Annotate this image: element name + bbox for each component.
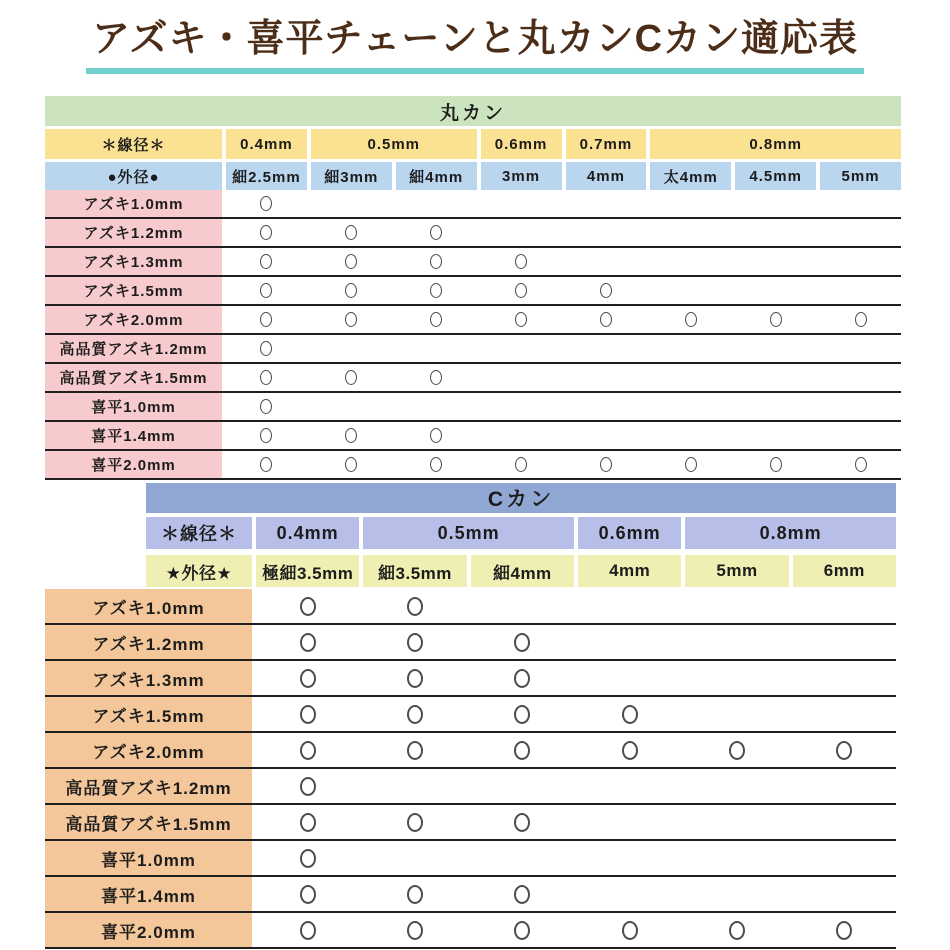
- circle-mark-icon: [407, 597, 423, 616]
- circle-mark-icon: [514, 921, 530, 940]
- empty-cell: [481, 364, 562, 391]
- chain-row-label: アズキ1.3mm: [45, 248, 222, 275]
- ckan-table-body: [45, 589, 896, 949]
- compat-mark-cell: [256, 661, 359, 695]
- circle-mark-icon: [407, 741, 423, 760]
- circle-mark-icon: [515, 312, 527, 327]
- table-row: [45, 661, 896, 697]
- circle-mark-icon: [300, 813, 316, 832]
- table-row: [45, 451, 901, 480]
- circle-mark-icon: [430, 457, 442, 472]
- compat-mark-cell: [735, 451, 816, 478]
- circle-mark-icon: [600, 457, 612, 472]
- empty-cell: [566, 335, 647, 362]
- compat-mark-cell: [793, 733, 896, 767]
- empty-cell: [820, 422, 901, 449]
- compat-mark-cell: [396, 422, 477, 449]
- compat-mark-cell: [363, 589, 466, 623]
- circle-mark-icon: [430, 283, 442, 298]
- table-row: [45, 805, 896, 841]
- empty-cell: [566, 422, 647, 449]
- circle-mark-icon: [260, 312, 272, 327]
- table-row: [45, 769, 896, 805]
- outer-size-cell: 6mm: [793, 555, 896, 587]
- empty-cell: [793, 625, 896, 659]
- empty-cell: [820, 219, 901, 246]
- empty-cell: [685, 769, 788, 803]
- compat-mark-cell: [566, 277, 647, 304]
- chain-row-label: アズキ1.2mm: [45, 625, 252, 659]
- chain-row-label: アズキ2.0mm: [45, 306, 222, 333]
- circle-mark-icon: [260, 370, 272, 385]
- table-row: [45, 248, 901, 277]
- table-row: [45, 625, 896, 661]
- empty-cell: [650, 364, 731, 391]
- chain-row-label: アズキ1.5mm: [45, 697, 252, 731]
- wire-size-cell: 0.6mm: [578, 517, 681, 549]
- table-row: [45, 422, 901, 451]
- outer-size-cell: 4mm: [566, 162, 647, 190]
- chain-row-label: アズキ1.2mm: [45, 219, 222, 246]
- outer-size-cell: 細3mm: [311, 162, 392, 190]
- circle-mark-icon: [430, 312, 442, 327]
- outer-size-cell: 太4mm: [650, 162, 731, 190]
- compat-mark-cell: [793, 913, 896, 947]
- wire-size-cell: 0.4mm: [226, 129, 307, 159]
- compat-mark-cell: [363, 877, 466, 911]
- circle-mark-icon: [345, 312, 357, 327]
- empty-cell: [481, 393, 562, 420]
- circle-mark-icon: [260, 196, 272, 211]
- compat-mark-cell: [256, 913, 359, 947]
- outer-size-cell: 3mm: [481, 162, 562, 190]
- empty-cell: [396, 190, 477, 217]
- outer-size-cell: 5mm: [685, 555, 788, 587]
- compat-mark-cell: [256, 877, 359, 911]
- chain-row-label: 喜平2.0mm: [45, 913, 252, 947]
- empty-cell: [685, 661, 788, 695]
- circle-mark-icon: [685, 457, 697, 472]
- empty-cell: [566, 190, 647, 217]
- compat-mark-cell: [650, 451, 731, 478]
- empty-cell: [685, 625, 788, 659]
- compat-mark-cell: [396, 277, 477, 304]
- compat-mark-cell: [256, 697, 359, 731]
- empty-cell: [311, 393, 392, 420]
- compat-mark-cell: [363, 661, 466, 695]
- empty-cell: [566, 248, 647, 275]
- compat-mark-cell: [578, 733, 681, 767]
- compat-mark-cell: [256, 841, 359, 875]
- marukan-wire-diameter-row: [45, 129, 901, 159]
- circle-mark-icon: [345, 283, 357, 298]
- circle-mark-icon: [300, 633, 316, 652]
- chain-row-label: 喜平1.4mm: [45, 422, 222, 449]
- circle-mark-icon: [300, 777, 316, 796]
- chain-row-label: 喜平1.4mm: [45, 877, 252, 911]
- empty-cell: [578, 769, 681, 803]
- empty-cell: [396, 335, 477, 362]
- circle-mark-icon: [514, 741, 530, 760]
- chain-row-label: 高品質アズキ1.2mm: [45, 769, 252, 803]
- circle-mark-icon: [260, 283, 272, 298]
- wire-size-cell: 0.6mm: [481, 129, 562, 159]
- compat-mark-cell: [311, 219, 392, 246]
- empty-cell: [793, 877, 896, 911]
- compat-mark-cell: [396, 248, 477, 275]
- circle-mark-icon: [300, 849, 316, 868]
- empty-cell: [685, 841, 788, 875]
- marukan-wire-diameter-label: ＊線径＊: [45, 129, 222, 159]
- chain-row-label: アズキ1.3mm: [45, 661, 252, 695]
- compat-mark-cell: [311, 364, 392, 391]
- empty-cell: [481, 335, 562, 362]
- outer-size-cell: 細2.5mm: [226, 162, 307, 190]
- circle-mark-icon: [600, 312, 612, 327]
- outer-size-cell: 4.5mm: [735, 162, 816, 190]
- empty-cell: [735, 248, 816, 275]
- circle-mark-icon: [407, 669, 423, 688]
- chain-row-label: アズキ1.0mm: [45, 589, 252, 623]
- circle-mark-icon: [836, 741, 852, 760]
- table-row: [45, 364, 901, 393]
- compat-mark-cell: [735, 306, 816, 333]
- circle-mark-icon: [345, 254, 357, 269]
- circle-mark-icon: [514, 633, 530, 652]
- empty-cell: [471, 589, 574, 623]
- compat-mark-cell: [226, 335, 307, 362]
- chain-row-label: 高品質アズキ1.5mm: [45, 364, 222, 391]
- circle-mark-icon: [407, 813, 423, 832]
- empty-cell: [481, 219, 562, 246]
- empty-cell: [820, 335, 901, 362]
- empty-cell: [735, 335, 816, 362]
- empty-cell: [578, 589, 681, 623]
- circle-mark-icon: [770, 312, 782, 327]
- compat-mark-cell: [256, 805, 359, 839]
- empty-cell: [363, 841, 466, 875]
- empty-cell: [793, 697, 896, 731]
- compat-mark-cell: [481, 277, 562, 304]
- empty-cell: [685, 697, 788, 731]
- ckan-wire-diameter-label: ＊線径＊: [146, 517, 252, 549]
- outer-size-cell: 細4mm: [396, 162, 477, 190]
- empty-cell: [578, 877, 681, 911]
- compat-mark-cell: [256, 589, 359, 623]
- circle-mark-icon: [300, 597, 316, 616]
- compat-mark-cell: [311, 306, 392, 333]
- chain-row-label: アズキ1.5mm: [45, 277, 222, 304]
- empty-cell: [793, 589, 896, 623]
- circle-mark-icon: [300, 885, 316, 904]
- empty-cell: [820, 190, 901, 217]
- wire-size-cell: 0.8mm: [685, 517, 896, 549]
- compat-mark-cell: [396, 219, 477, 246]
- circle-mark-icon: [855, 312, 867, 327]
- empty-cell: [685, 877, 788, 911]
- ckan-wire-diameter-row: [146, 517, 896, 549]
- circle-mark-icon: [685, 312, 697, 327]
- compat-mark-cell: [226, 364, 307, 391]
- circle-mark-icon: [407, 921, 423, 940]
- empty-cell: [735, 393, 816, 420]
- circle-mark-icon: [430, 254, 442, 269]
- compat-mark-cell: [481, 451, 562, 478]
- empty-cell: [820, 248, 901, 275]
- table-row: [45, 393, 901, 422]
- empty-cell: [650, 422, 731, 449]
- compat-mark-cell: [471, 805, 574, 839]
- table-row: [45, 913, 896, 949]
- table-row: [45, 219, 901, 248]
- wire-size-cell: 0.7mm: [566, 129, 647, 159]
- empty-cell: [311, 190, 392, 217]
- chain-row-label: アズキ2.0mm: [45, 733, 252, 767]
- circle-mark-icon: [300, 669, 316, 688]
- table-row: [45, 841, 896, 877]
- empty-cell: [650, 248, 731, 275]
- circle-mark-icon: [345, 428, 357, 443]
- circle-mark-icon: [622, 741, 638, 760]
- ckan-outer-diameter-row: [146, 555, 896, 587]
- table-row: [45, 733, 896, 769]
- compat-mark-cell: [471, 697, 574, 731]
- circle-mark-icon: [622, 705, 638, 724]
- title-area: [0, 16, 950, 74]
- compat-mark-cell: [566, 306, 647, 333]
- empty-cell: [650, 393, 731, 420]
- circle-mark-icon: [514, 705, 530, 724]
- circle-mark-icon: [260, 457, 272, 472]
- wire-size-cell: 0.4mm: [256, 517, 359, 549]
- circle-mark-icon: [345, 457, 357, 472]
- empty-cell: [820, 364, 901, 391]
- chain-row-label: アズキ1.0mm: [45, 190, 222, 217]
- circle-mark-icon: [300, 705, 316, 724]
- table-row: [45, 190, 901, 219]
- empty-cell: [793, 769, 896, 803]
- compat-mark-cell: [566, 451, 647, 478]
- outer-size-cell: 細3.5mm: [363, 555, 466, 587]
- table-row: [45, 589, 896, 625]
- compat-mark-cell: [685, 733, 788, 767]
- compat-mark-cell: [471, 733, 574, 767]
- compat-mark-cell: [256, 769, 359, 803]
- circle-mark-icon: [515, 457, 527, 472]
- empty-cell: [735, 190, 816, 217]
- page-title: アズキ・喜平チェーンと丸カンCカン適応表: [86, 16, 864, 74]
- compat-mark-cell: [471, 877, 574, 911]
- empty-cell: [471, 769, 574, 803]
- compat-mark-cell: [311, 451, 392, 478]
- circle-mark-icon: [515, 254, 527, 269]
- circle-mark-icon: [345, 225, 357, 240]
- circle-mark-icon: [514, 885, 530, 904]
- circle-mark-icon: [407, 705, 423, 724]
- compat-mark-cell: [256, 625, 359, 659]
- circle-mark-icon: [260, 254, 272, 269]
- compat-mark-cell: [226, 248, 307, 275]
- empty-cell: [566, 393, 647, 420]
- empty-cell: [735, 219, 816, 246]
- compat-mark-cell: [820, 451, 901, 478]
- marukan-outer-diameter-label: ●外径●: [45, 162, 222, 190]
- empty-cell: [363, 769, 466, 803]
- circle-mark-icon: [770, 457, 782, 472]
- marukan-outer-diameter-row: [45, 162, 901, 190]
- circle-mark-icon: [260, 428, 272, 443]
- marukan-table: [45, 96, 901, 480]
- ckan-outer-diameter-label: ★外径★: [146, 555, 252, 587]
- compat-mark-cell: [311, 422, 392, 449]
- outer-size-cell: 5mm: [820, 162, 901, 190]
- wire-size-cell: 0.5mm: [311, 129, 477, 159]
- circle-mark-icon: [622, 921, 638, 940]
- compat-mark-cell: [226, 190, 307, 217]
- compat-mark-cell: [471, 625, 574, 659]
- compat-mark-cell: [578, 697, 681, 731]
- empty-cell: [735, 422, 816, 449]
- compat-mark-cell: [226, 277, 307, 304]
- compat-mark-cell: [396, 306, 477, 333]
- compat-mark-cell: [396, 451, 477, 478]
- empty-cell: [650, 190, 731, 217]
- table-row: [45, 277, 901, 306]
- empty-cell: [820, 393, 901, 420]
- compat-mark-cell: [363, 913, 466, 947]
- empty-cell: [793, 805, 896, 839]
- empty-cell: [650, 277, 731, 304]
- compat-mark-cell: [256, 733, 359, 767]
- circle-mark-icon: [729, 921, 745, 940]
- compat-mark-cell: [481, 248, 562, 275]
- ckan-banner: Cカン: [146, 483, 896, 513]
- outer-size-cell: 極細3.5mm: [256, 555, 359, 587]
- empty-cell: [735, 277, 816, 304]
- compat-mark-cell: [650, 306, 731, 333]
- empty-cell: [735, 364, 816, 391]
- compat-mark-cell: [226, 306, 307, 333]
- compat-mark-cell: [363, 625, 466, 659]
- circle-mark-icon: [600, 283, 612, 298]
- table-row: [45, 697, 896, 733]
- circle-mark-icon: [345, 370, 357, 385]
- wire-size-cell: 0.5mm: [363, 517, 574, 549]
- compat-mark-cell: [363, 805, 466, 839]
- empty-cell: [578, 625, 681, 659]
- empty-cell: [311, 335, 392, 362]
- empty-cell: [820, 277, 901, 304]
- circle-mark-icon: [430, 370, 442, 385]
- circle-mark-icon: [514, 669, 530, 688]
- compat-mark-cell: [471, 661, 574, 695]
- empty-cell: [481, 422, 562, 449]
- outer-size-cell: 細4mm: [471, 555, 574, 587]
- circle-mark-icon: [430, 225, 442, 240]
- circle-mark-icon: [407, 885, 423, 904]
- circle-mark-icon: [260, 399, 272, 414]
- circle-mark-icon: [729, 741, 745, 760]
- wire-size-cell: 0.8mm: [650, 129, 901, 159]
- empty-cell: [471, 841, 574, 875]
- chain-row-label: 喜平2.0mm: [45, 451, 222, 478]
- marukan-table-body: [45, 190, 901, 480]
- compat-mark-cell: [226, 451, 307, 478]
- circle-mark-icon: [260, 341, 272, 356]
- compat-mark-cell: [226, 219, 307, 246]
- marukan-banner: 丸カン: [45, 96, 901, 126]
- ckan-table: [45, 483, 896, 949]
- empty-cell: [685, 589, 788, 623]
- circle-mark-icon: [855, 457, 867, 472]
- chain-row-label: 高品質アズキ1.5mm: [45, 805, 252, 839]
- compat-mark-cell: [363, 697, 466, 731]
- table-row: [45, 306, 901, 335]
- compat-mark-cell: [363, 733, 466, 767]
- circle-mark-icon: [300, 741, 316, 760]
- circle-mark-icon: [515, 283, 527, 298]
- compat-mark-cell: [311, 277, 392, 304]
- circle-mark-icon: [260, 225, 272, 240]
- compat-mark-cell: [396, 364, 477, 391]
- empty-cell: [566, 364, 647, 391]
- circle-mark-icon: [514, 813, 530, 832]
- circle-mark-icon: [430, 428, 442, 443]
- compat-mark-cell: [685, 913, 788, 947]
- compat-mark-cell: [471, 913, 574, 947]
- empty-cell: [578, 841, 681, 875]
- compat-mark-cell: [226, 422, 307, 449]
- empty-cell: [650, 219, 731, 246]
- compat-mark-cell: [226, 393, 307, 420]
- empty-cell: [578, 805, 681, 839]
- chain-row-label: 喜平1.0mm: [45, 841, 252, 875]
- empty-cell: [650, 335, 731, 362]
- chain-row-label: 高品質アズキ1.2mm: [45, 335, 222, 362]
- empty-cell: [566, 219, 647, 246]
- empty-cell: [793, 841, 896, 875]
- compat-mark-cell: [820, 306, 901, 333]
- circle-mark-icon: [836, 921, 852, 940]
- circle-mark-icon: [300, 921, 316, 940]
- compat-mark-cell: [578, 913, 681, 947]
- empty-cell: [481, 190, 562, 217]
- empty-cell: [685, 805, 788, 839]
- compat-mark-cell: [481, 306, 562, 333]
- outer-size-cell: 4mm: [578, 555, 681, 587]
- empty-cell: [578, 661, 681, 695]
- table-row: [45, 877, 896, 913]
- circle-mark-icon: [407, 633, 423, 652]
- empty-cell: [396, 393, 477, 420]
- chain-row-label: 喜平1.0mm: [45, 393, 222, 420]
- compat-mark-cell: [311, 248, 392, 275]
- table-row: [45, 335, 901, 364]
- empty-cell: [793, 661, 896, 695]
